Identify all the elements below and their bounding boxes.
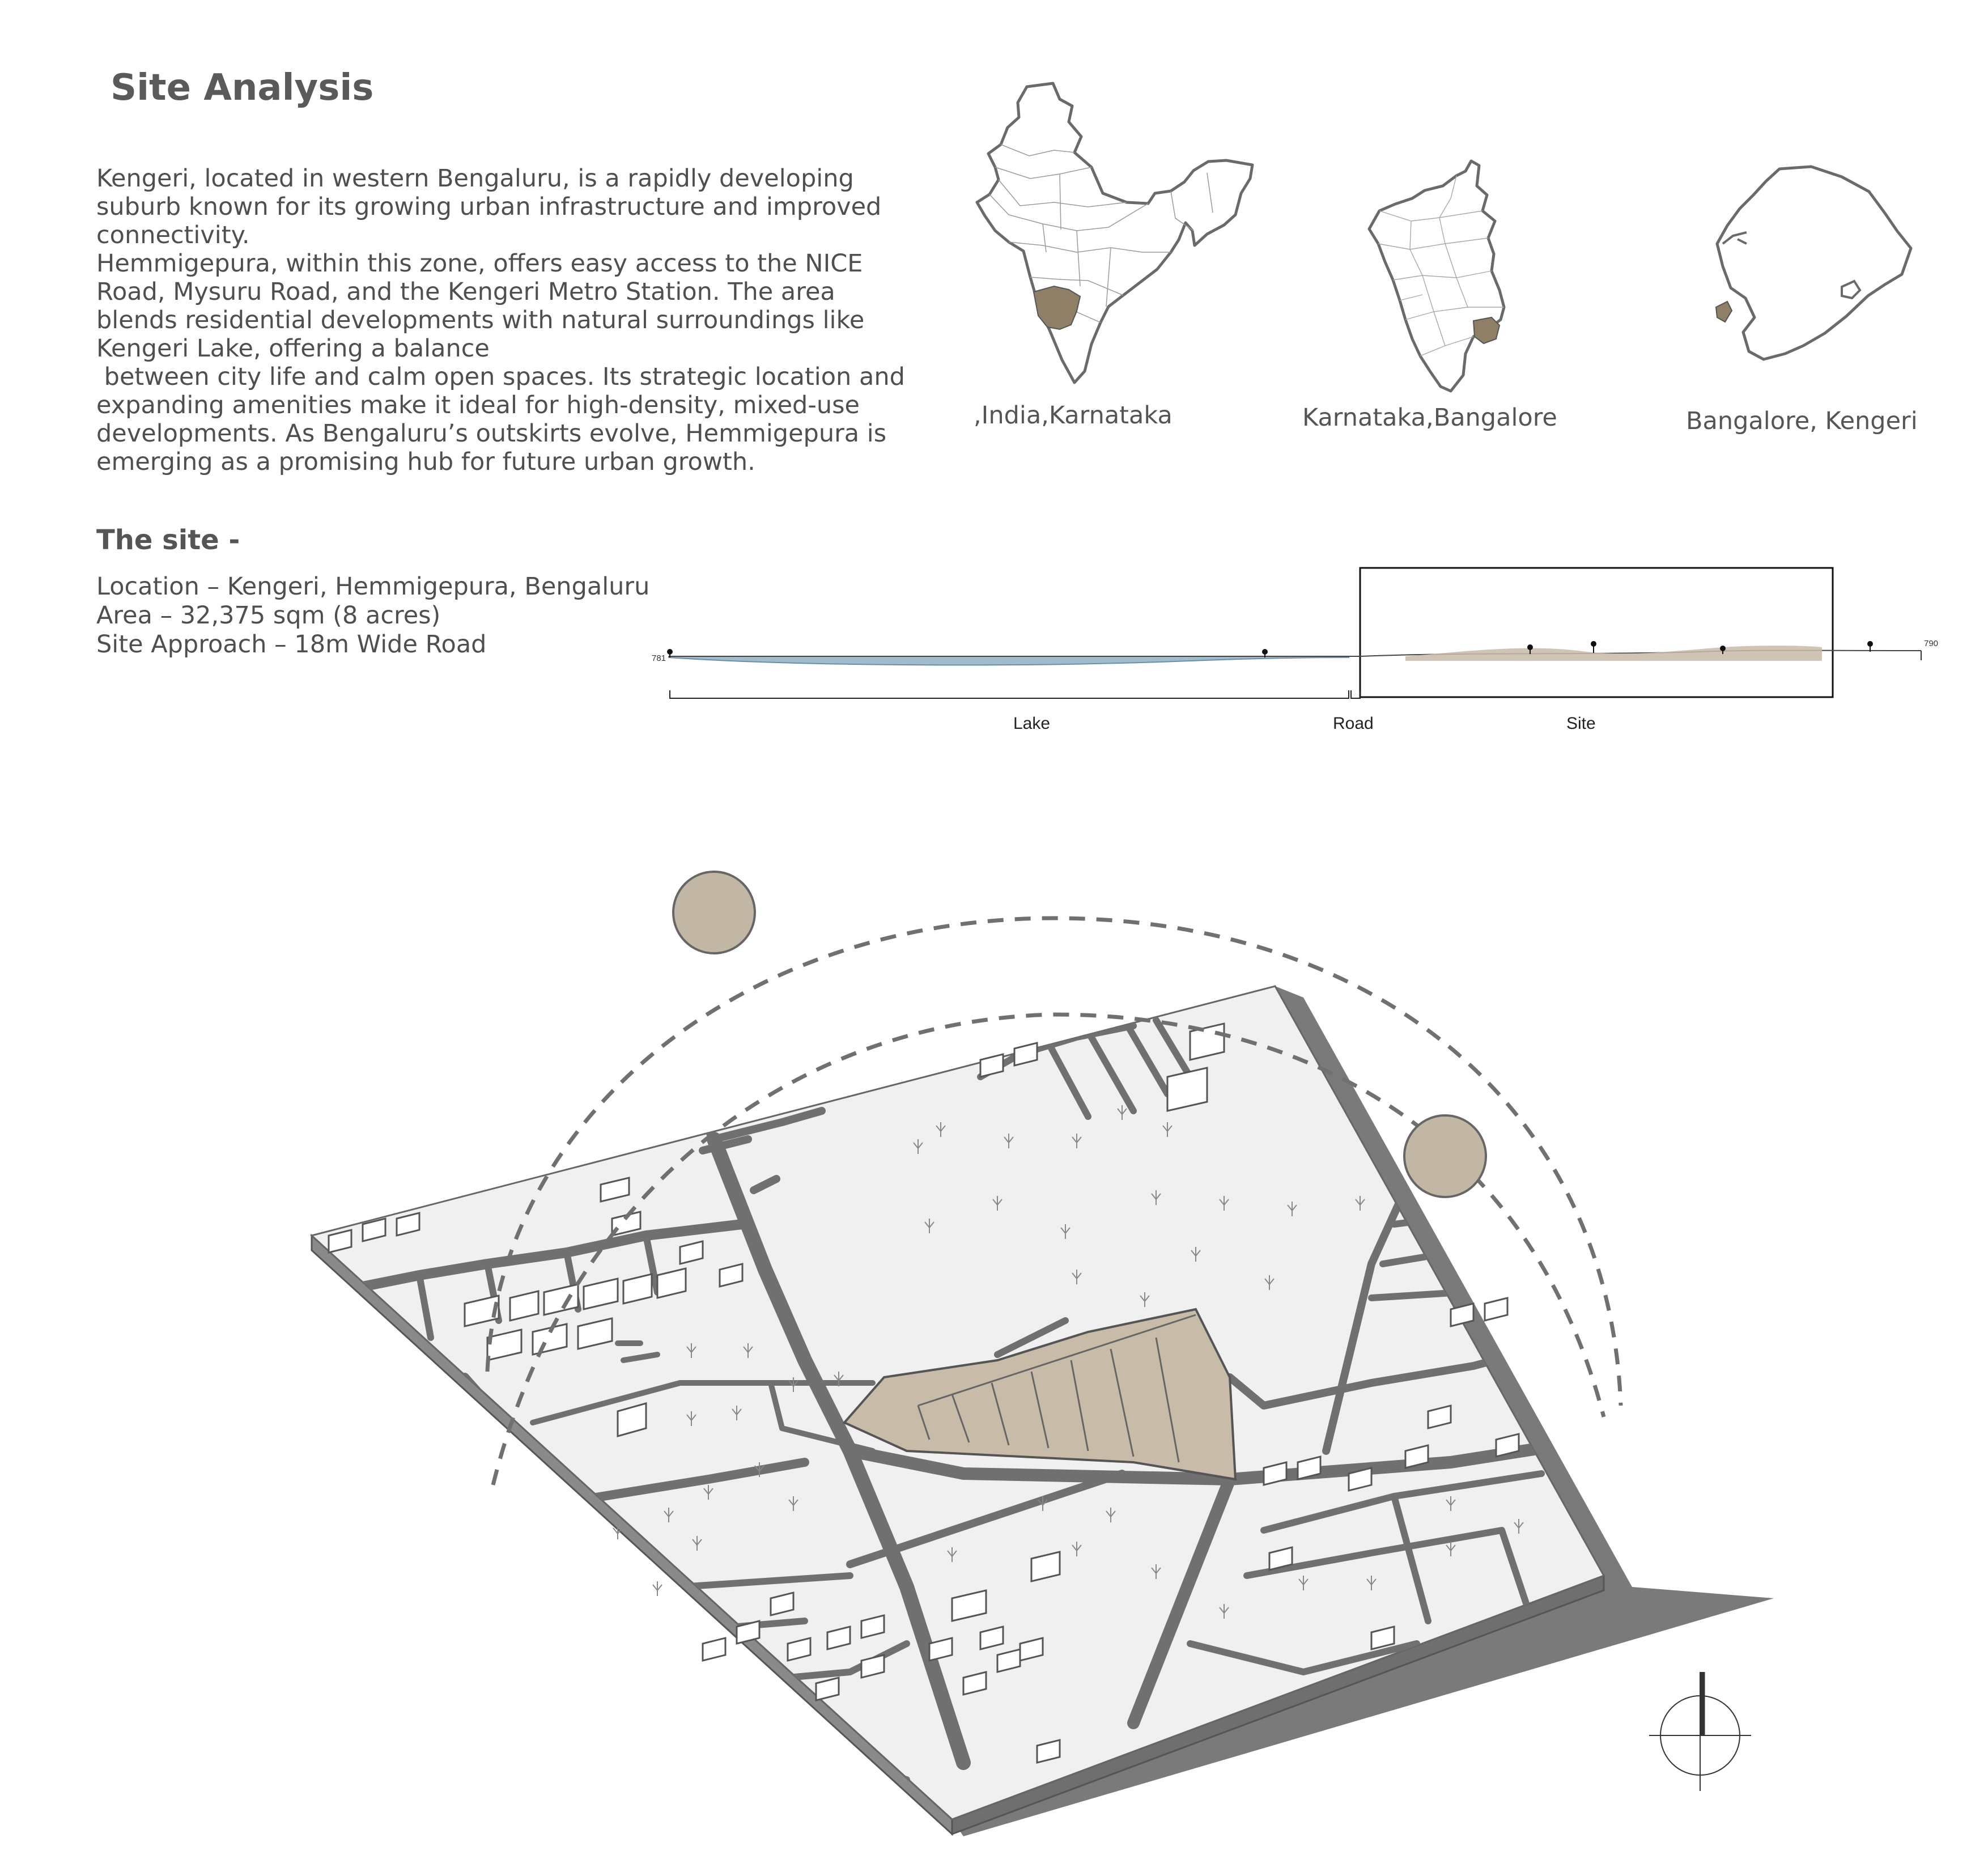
intro-paragraph: between city life and calm open spaces. Its strategic location and expanding amenities make it ideal for high-density, mixed-use developments. As Bengaluru’s outskirts evolve, Hemmigepura is emerging as a promising hub for future urban growth. xyxy=(96,363,913,476)
map-caption-karnataka: Karnataka,Bangalore xyxy=(1302,404,1557,432)
section-lake xyxy=(669,656,1349,665)
section-site-frame xyxy=(1360,568,1833,697)
section-label-road: Road xyxy=(1333,714,1374,733)
north-arrow-icon xyxy=(1649,1672,1751,1791)
page-title: Site Analysis xyxy=(111,67,374,109)
site-location: Location – Kengeri, Hemmigepura, Bengaluru xyxy=(96,572,650,601)
site-section xyxy=(0,0,1988,737)
section-label-lake: Lake xyxy=(1013,714,1051,733)
section-label-site: Site xyxy=(1566,714,1596,733)
site-approach: Site Approach – 18m Wide Road xyxy=(96,630,487,659)
site-area: Area – 32,375 sqm (8 acres) xyxy=(96,601,441,630)
section-dimension-lines xyxy=(670,690,1360,698)
section-elev-end: 790 xyxy=(1924,639,1939,648)
site-model xyxy=(0,737,1988,1859)
map-caption-india: ,India,Karnataka xyxy=(974,401,1173,430)
site-heading: The site - xyxy=(96,524,240,556)
sun-icon xyxy=(673,872,755,953)
sun-icon xyxy=(1404,1115,1486,1197)
map-caption-bangalore: Bangalore, Kengeri xyxy=(1686,407,1918,435)
section-elev-start: 781 xyxy=(652,653,666,663)
intro-paragraph: Kengeri, located in western Bengaluru, is a rapidly developing suburb known for its growing urban infrastructure and improved connectivity. xyxy=(96,164,890,249)
intro-paragraph: Hemmigepura, within this zone, offers easy access to the NICE Road, Mysuru Road, and the Kengeri Metro Station. The area blends residential developments with natural surroundings like Kengeri Lake, offering a balance xyxy=(96,249,872,363)
